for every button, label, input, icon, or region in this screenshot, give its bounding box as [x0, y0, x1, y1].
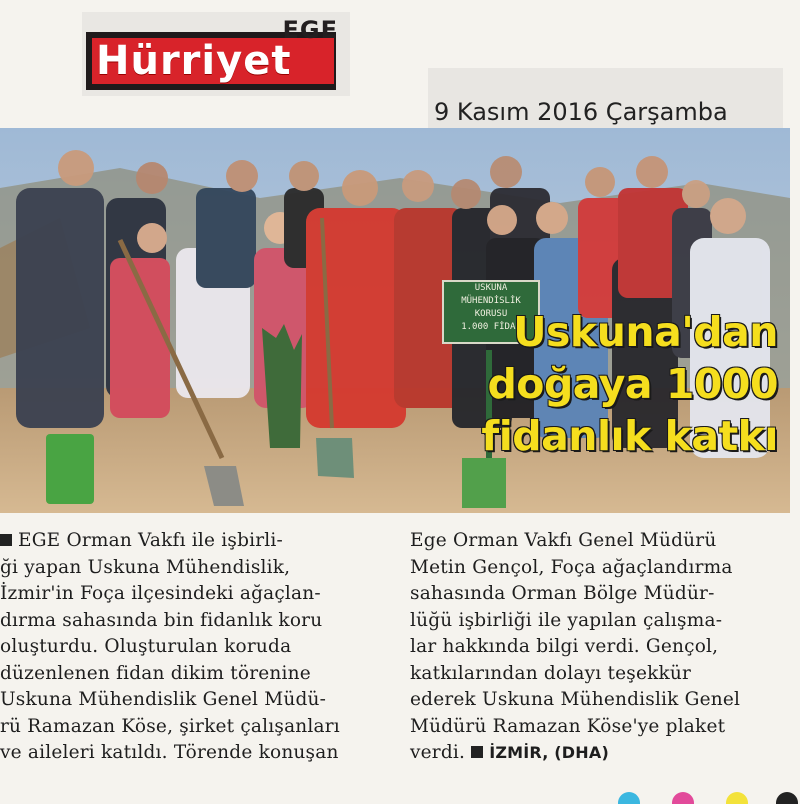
- byline: İZMİR, (DHA): [489, 743, 609, 762]
- bullet-square-icon: [0, 534, 12, 546]
- body-line: rü Ramazan Köse, şirket çalışanları: [0, 715, 340, 737]
- masthead-name: Hürriyet: [96, 38, 292, 84]
- article-column-right: [410, 528, 782, 767]
- body-line-text: verdi.: [410, 742, 466, 763]
- body-line: sahasında Orman Bölge Müdür-: [410, 583, 715, 604]
- body-line: katkılarından dolayı teşekkür: [410, 662, 692, 684]
- registration-mark-black: [776, 792, 798, 804]
- headline-line: doğaya 1000: [487, 360, 778, 408]
- body-line: Ege Orman Vakfı Genel Müdürü: [410, 530, 717, 551]
- headline-line: Uskuna'dan: [513, 308, 778, 356]
- body-line: İzmir'in Foça ilçesindeki ağaçlan-: [0, 583, 321, 604]
- body-line: ederek Uskuna Mühendislik Genel: [410, 689, 741, 710]
- body-line: Müdürü Ramazan Köse'ye plaket: [410, 715, 726, 737]
- sign-line: 1.000 FİDAN: [461, 322, 521, 332]
- body-line: oluşturdu. Oluşturulan koruda: [0, 636, 292, 657]
- article-column-left: [0, 528, 372, 767]
- registration-mark-yellow: [726, 792, 748, 804]
- registration-mark-cyan: [618, 792, 640, 804]
- headline: [478, 306, 778, 462]
- body-line: ği yapan Uskuna Mühendislik,: [0, 556, 291, 578]
- body-line-text: EGE Orman Vakfı ile işbirli-: [18, 530, 283, 551]
- body-line: ve aileleri katıldı. Törende konuşan: [0, 742, 339, 763]
- issue-date: 9 Kasım 2016 Çarşamba: [434, 98, 728, 126]
- bullet-square-icon: [471, 746, 483, 758]
- body-line: düzenlenen fidan dikim törenine: [0, 662, 311, 684]
- body-line: [0, 528, 372, 555]
- body-line: Uskuna Mühendislik Genel Müdü-: [0, 689, 327, 710]
- body-line: lüğü işbirliği ile yapılan çalışma-: [410, 609, 723, 631]
- headline-line: fidanlık katkı: [481, 412, 778, 460]
- sign-line: USKUNA: [474, 283, 508, 293]
- body-line: [410, 740, 782, 767]
- sign-line: KORUSU: [474, 309, 508, 319]
- body-line: Metin Gençol, Foça ağaçlandırma: [410, 556, 733, 578]
- sign-line: MÜHENDİSLİK: [461, 296, 521, 306]
- registration-mark-magenta: [672, 792, 694, 804]
- masthead-edition: EGE: [282, 16, 338, 44]
- body-line: lar hakkında bilgi verdi. Gençol,: [410, 636, 719, 657]
- masthead-logo: [82, 12, 350, 96]
- body-line: dırma sahasında bin fidanlık koru: [0, 609, 323, 631]
